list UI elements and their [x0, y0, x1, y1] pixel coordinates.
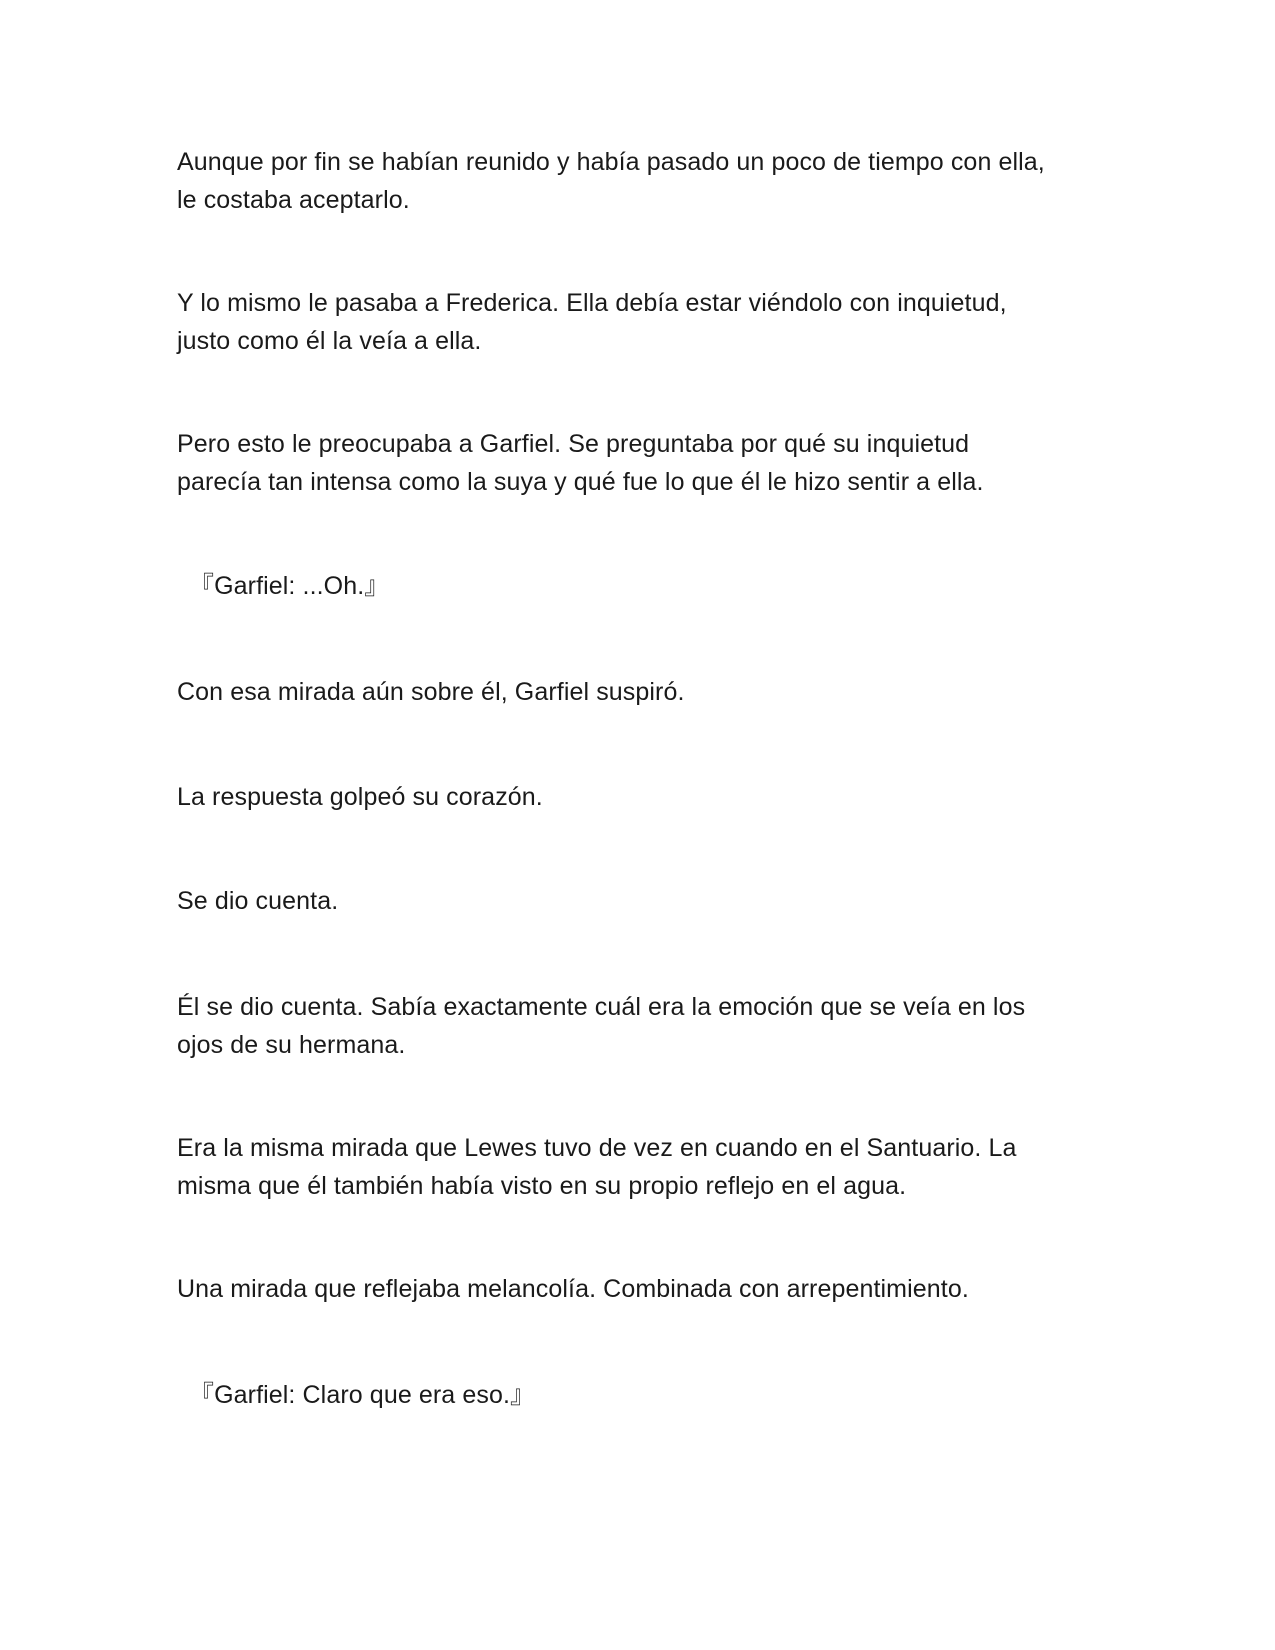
text-line: Y lo mismo le pasaba a Frederica. Ella debía estar viéndolo con inquietud, [177, 289, 1007, 317]
dialogue-garfiel-of-course [189, 1376, 1119, 1414]
paragraph-lewes [177, 1129, 1107, 1205]
text-line: misma que él también había visto en su propio reflejo en el agua. [177, 1172, 907, 1200]
text-line: La respuesta golpeó su corazón. [177, 783, 543, 811]
paragraph-emotion [177, 988, 1107, 1064]
text-line: Una mirada que reflejaba melancolía. Combinada con arrepentimiento. [177, 1275, 969, 1303]
text-line: Pero esto le preocupaba a Garfiel. Se preguntaba por qué su inquietud [177, 430, 970, 458]
paragraph-melancholy [177, 1270, 1107, 1308]
dialogue-line: 『Garfiel: Claro que era eso.』 [189, 1381, 536, 1409]
text-line: le costaba aceptarlo. [177, 186, 410, 214]
text-line: Con esa mirada aún sobre él, Garfiel suspiró. [177, 678, 685, 706]
paragraph-realized [177, 882, 1107, 920]
paragraph-frederica [177, 284, 1107, 360]
text-line: Él se dio cuenta. Sabía exactamente cuál era la emoción que se veía en los [177, 993, 1026, 1021]
paragraph-sigh [177, 673, 1107, 711]
text-line: parecía tan intensa como la suya y qué fue lo que él le hizo sentir a ella. [177, 468, 984, 496]
dialogue-line: 『Garfiel: ...Oh.』 [189, 572, 390, 600]
text-line: ojos de su hermana. [177, 1031, 406, 1059]
dialogue-garfiel-oh [189, 567, 1119, 605]
paragraph-answer [177, 778, 1107, 816]
paragraph-worry [177, 425, 1107, 501]
text-line: Aunque por fin se habían reunido y había pasado un poco de tiempo con ella, [177, 148, 1045, 176]
text-line: justo como él la veía a ella. [177, 327, 482, 355]
text-line: Se dio cuenta. [177, 887, 339, 915]
text-line: Era la misma mirada que Lewes tuvo de vez en cuando en el Santuario. La [177, 1134, 1017, 1162]
paragraph-reunion [177, 143, 1107, 219]
